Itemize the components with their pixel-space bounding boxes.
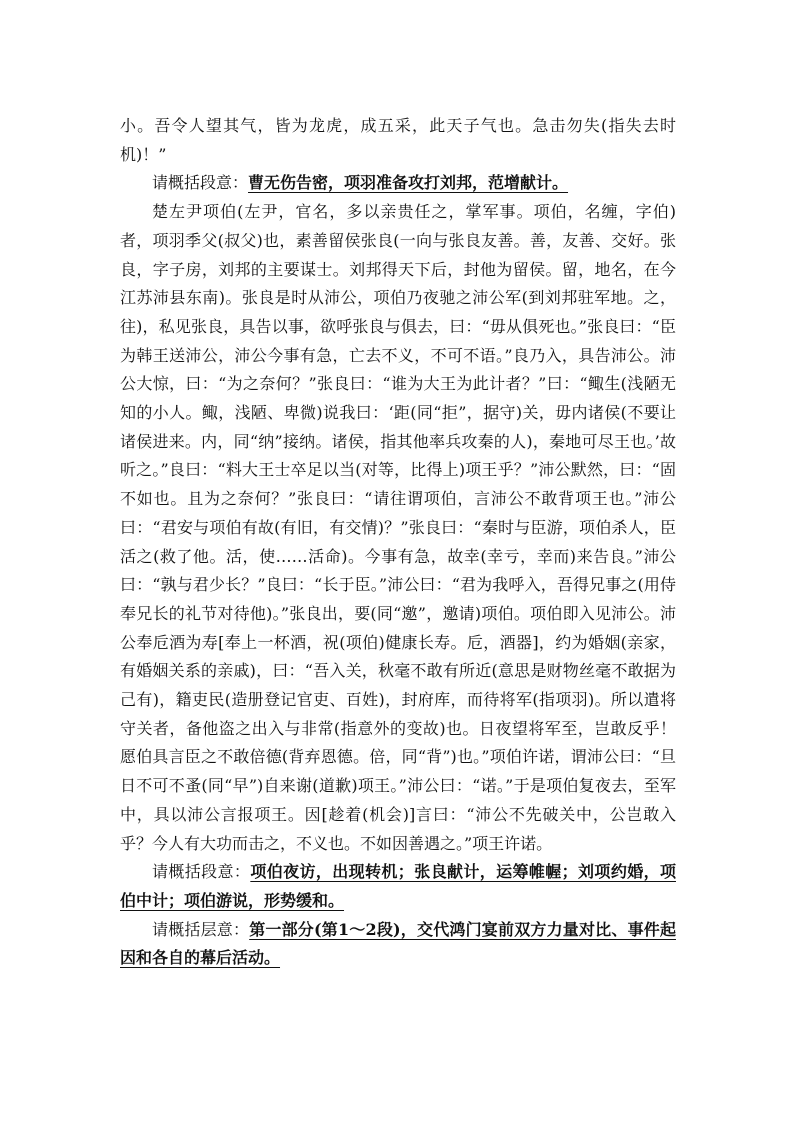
question-label: 请概括层意： [152, 919, 250, 939]
question-section-summary [120, 916, 676, 973]
answer-text: 曹无伤告密，项羽准备攻打刘邦，范增献计。 [248, 173, 569, 193]
question-label: 请概括段意： [152, 862, 251, 882]
answer-text: 项伯夜访，出现转机；张良献计，运筹帷幄；刘项约婚，项伯中计；项伯游说，形势缓和。 [120, 862, 676, 910]
paragraph-main-text: 楚左尹项伯(左尹，官名，多以亲贵任之，掌军事。项伯，名缠，字伯)者，项羽季父(叔父)也，素善留侯张良(一向与张良友善。善，友善、交好。张良，字子房，刘邦的主要谋士。刘邦得天下后，封他为留侯。留，地名，在今江苏沛县东南)。张良是时从沛公，项伯乃夜驰之沛公军(到刘邦驻军地。之，往)，私见张良，具告以事，欲呼张良与俱去，曰：“毋从俱死也。”张良曰：“臣为韩王送沛公，沛公今事有急，亡去不义，不可不语。”良乃入，具告沛公。沛公大惊，曰：“为之奈何？”张良曰：“谁为大王为此计者？”曰：“鲰生(浅陋无知的小人。鲰，浅陋、卑微)说我曰：‘距(同“拒”，据守)关，毋内诸侯(不要让诸侯进来。内，同“纳”接纳。诸侯，指其他率兵攻秦的人)，秦地可尽王也。’故听之。”良曰：“料大王士卒足以当(对等，比得上)项王乎？”沛公默然，曰：“固不如也。且为之奈何？”张良曰：“请往谓项伯，言沛公不敢背项王也。”沛公曰：“君安与项伯有故(有旧，有交情)？”张良曰：“秦时与臣游，项伯杀人，臣活之(救了他。活，使……活命)。今事有急，故幸(幸亏，幸而)来告良。”沛公曰：“孰与君少长？”良曰：“长于臣。”沛公曰：“君为我呼入，吾得兄事之(用侍奉兄长的礼节对待他)。”张良出，要(同“邀”，邀请)项伯。项伯即入见沛公。沛公奉卮酒为寿[奉上一杯酒，祝(项伯)健康长寿。卮，酒器]，约为婚姻(亲家，有婚姻关系的亲戚)，曰：“吾入关，秋毫不敢有所近(意思是财物丝毫不敢据为己有)，籍吏民(造册登记官吏、百姓)，封府库，而待将军(指项羽)。所以遣将守关者，备他盗之出入与非常(指意外的变故)也。日夜望将军至，岂敢反乎！愿伯具言臣之不敢倍德(背弃恩德。倍，同“背”)也。”项伯许诺，谓沛公曰：“旦日不可不蚤(同“早”)自来谢(道歉)项王。”沛公曰：“诺。”于是项伯复夜去，至军中，具以沛公言报项王。因[趁着(机会)]言曰：“沛公不先破关中，公岂敢入乎？今人有大功而击之，不义也。不如因善遇之。”项王许诺。 [120, 202, 676, 853]
question-paragraph-summary-1 [120, 169, 676, 198]
answer-text: 第一部分(第1～2段)，交代鸿门宴前双方力量对比、事件起因和各自的幕后活动。 [120, 919, 676, 968]
question-label: 请概括段意： [152, 173, 249, 193]
paragraph-continuation: 小。吾令人望其气，皆为龙虎，成五采，此天子气也。急击勿失(指失去时机)！” [120, 116, 676, 164]
document-page [120, 112, 676, 973]
question-paragraph-summary-2 [120, 858, 676, 915]
